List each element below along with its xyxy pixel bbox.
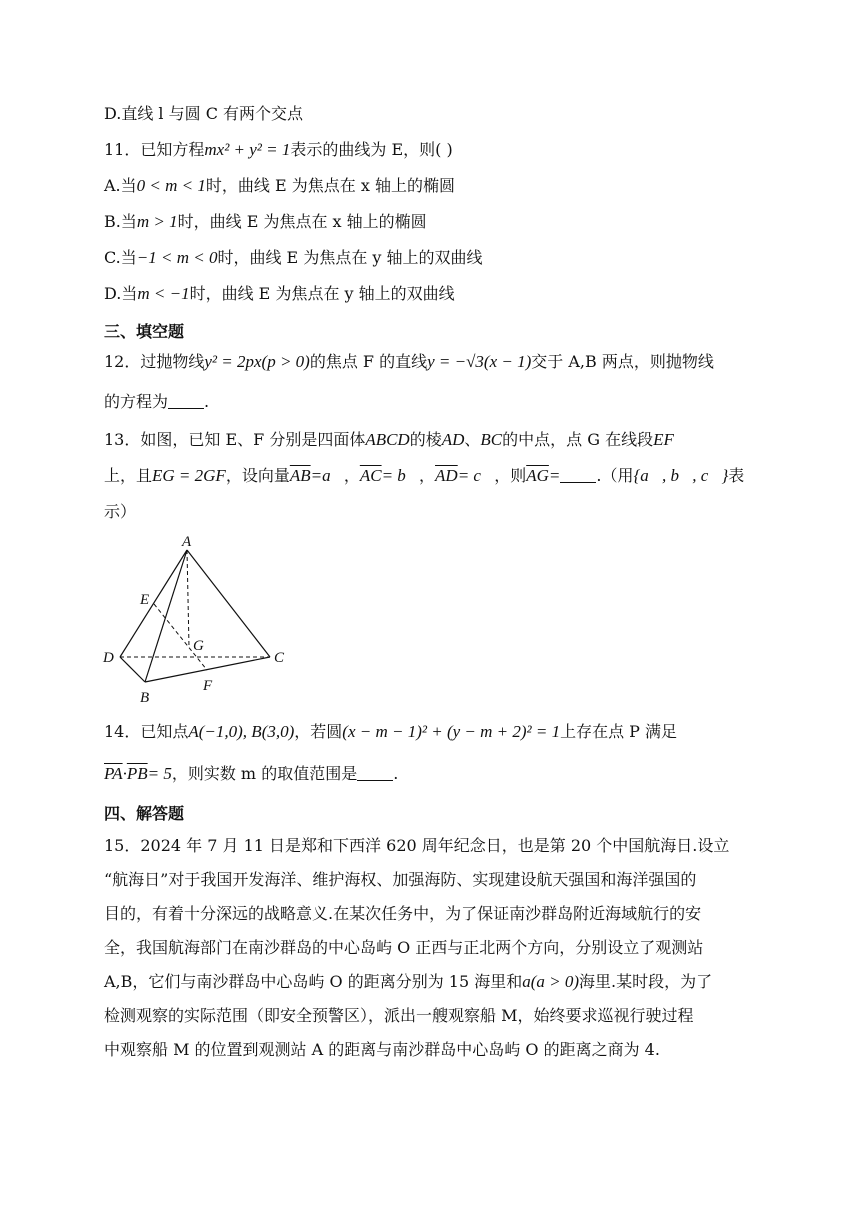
label-f: F	[203, 678, 213, 694]
q12-line2-text: 的方程为	[104, 392, 169, 411]
edge-ad	[120, 550, 187, 657]
q13-then: ，则	[494, 466, 527, 485]
label-g: G	[193, 638, 204, 654]
q14-dot: ·	[122, 764, 127, 783]
q13-answer-blank[interactable]	[560, 466, 596, 483]
label-d: D	[103, 650, 114, 666]
q11-stem-suffix: 表示的曲线为 E，则( )	[290, 140, 453, 159]
q13-line2: 上，且EG = 2GF，设向量$\overline{AB}=a⃗$，$\overline{AC}=$ b⃗，$\overline{AD}=$ c⃗，则$\overline{AG}=$ .（用{a⃗, b⃗, c⃗}表	[104, 466, 745, 485]
tetrahedron-figure	[100, 532, 300, 712]
edge-db	[120, 657, 145, 682]
q13-hint: .（用	[596, 466, 634, 485]
q14-answer-blank[interactable]	[357, 764, 393, 781]
q15-line5-a: A,B，它们与南沙群岛中心岛屿 O 的距离分别为 15 海里和	[104, 972, 523, 991]
q14-dot-value: = 5	[147, 764, 172, 783]
q13-part3: 的中点，点 G 在线段	[502, 430, 654, 449]
q15-line7: 中观察船 M 的位置到观测站 A 的距离与南沙群岛中心岛屿 O 的距离之商为 4.	[104, 1040, 660, 1059]
q10-option-d-text: D.直线 l 与圆 C 有两个交点	[104, 104, 304, 123]
q13-ratio: EG = 2GF	[152, 466, 226, 485]
q15-line4: 全，我国航海部门在南沙群岛的中心岛屿 O 正西与正北两个方向，分别设立了观测站	[104, 938, 704, 957]
q11-option-b	[104, 210, 427, 234]
q12-answer-blank[interactable]	[168, 392, 204, 409]
q15-line1: 15．2024 年 7 月 11 日是郑和下西洋 620 周年纪念日，也是第 20 个中国航海日.设立	[104, 836, 730, 855]
q11-option-d-condition: m < −1	[137, 284, 190, 303]
q12-part1: 12．过抛物线	[104, 352, 205, 371]
q13-tetrahedron: ABCD	[365, 430, 410, 449]
q13-line3-text: 示）	[104, 502, 137, 521]
section-answer-title: 四、解答题	[104, 804, 185, 823]
q13-part2: 的棱	[409, 430, 442, 449]
q12-line-equation: y = −√3(x − 1)	[427, 352, 532, 371]
q15-line2: “航海日”对于我国开发海洋、维护海权、加强海防、实现建设航天强国和海洋强国的	[104, 870, 697, 889]
q11-option-d-prefix: D.当	[104, 284, 138, 303]
q14-end: .	[393, 764, 399, 783]
q11-option-d	[104, 282, 455, 306]
q11-option-b-prefix: B.当	[104, 212, 137, 231]
q13-edge-ad: AD	[441, 430, 465, 449]
q15-line6: 检测观察的实际范围（即安全预警区），派出一艘观察船 M，始终要求巡视行驶过程	[104, 1006, 694, 1025]
q13-eq-a: =a⃗	[310, 466, 344, 485]
q15-line3: 目的，有着十分深远的战略意义.在某次任务中，为了保证南沙群岛附近海域航行的安	[104, 904, 702, 923]
q12-line1	[104, 350, 714, 374]
q14-part4: ，则实数 m 的取值范围是	[171, 764, 358, 783]
q10-option-d	[104, 102, 303, 126]
q13-hint-end: 表	[728, 466, 745, 485]
q11-option-c	[104, 246, 483, 270]
q11-option-c-prefix: C.当	[104, 248, 137, 267]
q14-vector-pb: $\overline{PB}$	[126, 764, 148, 783]
q13-line2-b: ，设向量	[225, 466, 290, 485]
q11-option-a-condition: 0 < m < 1	[136, 176, 206, 195]
q13-line3	[104, 500, 136, 524]
q13-vector-ac: $\overline{AC}$	[359, 466, 382, 485]
q11-stem-prefix: 11．已知方程	[104, 140, 205, 159]
q12-part2: 的焦点 F 的直线	[309, 352, 428, 371]
q11-option-a	[104, 174, 455, 198]
q12-end: .	[204, 392, 210, 411]
label-e: E	[140, 592, 150, 608]
q11-stem	[104, 138, 453, 162]
q15-line5-b: 海里.某时段，为了	[579, 972, 713, 991]
q13-vector-ag: $\overline{AG}$	[526, 466, 549, 485]
label-a: A	[182, 534, 192, 550]
q11-option-c-suffix: 时，曲线 E 为焦点在 y 轴上的双曲线	[217, 248, 483, 267]
q13-line2-a: 上，且	[104, 466, 153, 485]
q14-line2	[104, 762, 398, 786]
q11-equation: mx² + y² = 1	[204, 140, 291, 159]
q13-vector-ab: $\overline{AB}$	[289, 466, 311, 485]
q11-option-a-suffix: 时，曲线 E 为焦点在 x 轴上的椭圆	[205, 176, 455, 195]
q13-equals: =	[548, 466, 561, 485]
q14-line1	[104, 720, 677, 744]
q13-basis: {a⃗, b⃗, c⃗}	[633, 466, 729, 485]
q12-parabola: y² = 2px(p > 0)	[204, 352, 310, 371]
q14-circle-equation: (x − m − 1)² + (y − m + 2)² = 1	[342, 722, 561, 741]
q13-part1: 13．如图，已知 E、F 分别是四面体	[104, 430, 366, 449]
q15-line5	[104, 970, 712, 994]
q11-option-b-condition: m > 1	[136, 212, 178, 231]
q14-points: A(−1,0), B(3,0)	[188, 722, 295, 741]
q15-line5-math: a(a > 0)	[522, 972, 580, 991]
label-c: C	[274, 650, 285, 666]
segment-ag-hidden	[187, 550, 189, 647]
q12-line2	[104, 390, 209, 414]
section-fill-in-title: 三、填空题	[104, 322, 185, 341]
q13-eq-b: = b⃗	[381, 466, 420, 485]
q11-option-a-prefix: A.当	[104, 176, 137, 195]
edge-ab	[145, 550, 187, 682]
q13-separator: 、	[464, 430, 481, 449]
q11-option-d-suffix: 时，曲线 E 为焦点在 y 轴上的双曲线	[189, 284, 455, 303]
q14-part1: 14．已知点	[104, 722, 189, 741]
q13-edge-bc: BC	[480, 430, 503, 449]
label-b: B	[140, 690, 150, 706]
q13-eq-c: = c⃗	[457, 466, 495, 485]
q13-vector-ad: $\overline{AD}$	[435, 466, 458, 485]
q13-line1	[104, 428, 674, 452]
q14-part3: 上存在点 P 满足	[560, 722, 678, 741]
q12-part3: 交于 A,B 两点，则抛物线	[531, 352, 714, 371]
q14-part2: ，若圆	[294, 722, 343, 741]
q11-option-c-condition: −1 < m < 0	[136, 248, 218, 267]
q13-segment-ef: EF	[653, 430, 674, 449]
q14-vector-pa: $\overline{PA}$	[104, 764, 123, 783]
segment-ef-hidden	[154, 604, 207, 670]
q11-option-b-suffix: 时，曲线 E 为焦点在 x 轴上的椭圆	[177, 212, 427, 231]
